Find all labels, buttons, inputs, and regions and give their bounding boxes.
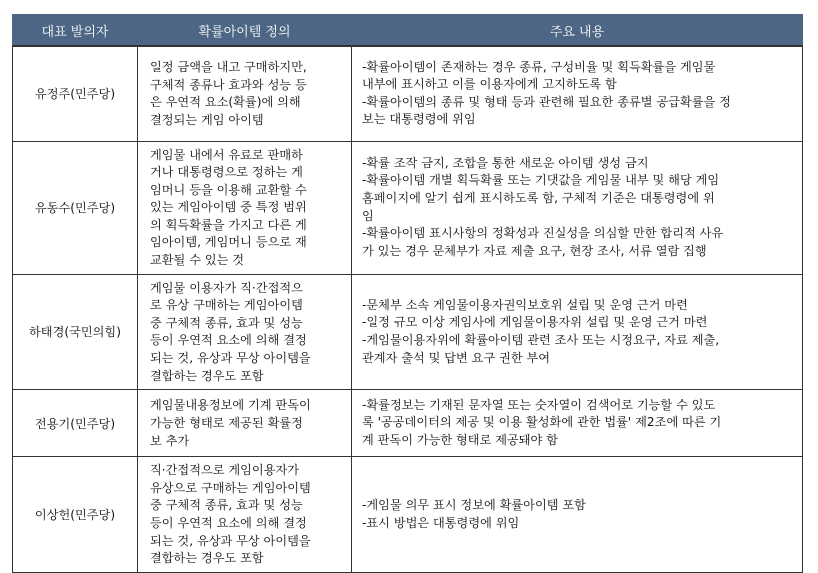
header-definition: 확률아이템 정의 — [138, 15, 352, 47]
content-line: 관계자 출석 및 답변 요구 권한 부여 — [362, 350, 551, 365]
definition-line: 일정 금액을 내고 구매하지만, — [150, 60, 307, 75]
definition-line: 게임물내용정보에 기계 판독이 — [150, 398, 311, 413]
table-row — [13, 46, 803, 141]
content-line: 홈페이지에 알기 쉽게 표시하도록 함, 구체적 기준은 대통령령에 위 — [362, 190, 715, 205]
content-cell — [352, 46, 803, 141]
table-body — [13, 46, 803, 572]
definition-line: 게임물 내에서 유료로 판매하 — [150, 147, 303, 162]
header-content: 주요 내용 — [352, 15, 803, 47]
content-line: 계 판독이 가능한 형태로 제공돼야 함 — [362, 433, 558, 448]
content-cell — [352, 457, 803, 573]
content-cell — [352, 274, 803, 390]
proposer-cell: 이상헌(민주당) — [13, 457, 138, 573]
table-row — [13, 457, 803, 573]
content-line: 록 '공공데이터의 제공 및 이용 활성화에 관한 법률' 제2조에 따른 기 — [362, 415, 722, 430]
definition-line: 구체적 종류나 효과와 성능 등 — [150, 77, 307, 92]
table-row — [13, 274, 803, 390]
definition-line: 결합하는 경우도 포함 — [150, 551, 264, 566]
bill-comparison-table — [12, 14, 803, 573]
content-line: 내부에 표시하고 이를 이용자에게 고지하도록 함 — [362, 77, 617, 92]
content-line: -문체부 소속 게임물이용자권익보호위 설립 및 운영 근거 마련 — [362, 297, 688, 312]
header-row — [13, 15, 803, 47]
table-row — [13, 141, 803, 274]
table-header — [13, 15, 803, 47]
content-line: -확률아이템 개별 획득확률 또는 기댓값을 게임물 내부 및 해당 게임 — [362, 173, 720, 188]
proposer-cell: 하태경(국민의힘) — [13, 274, 138, 390]
definition-line: 중 구체적 종류, 효과 및 성능 — [150, 498, 303, 513]
content-cell — [352, 390, 803, 457]
proposer-cell: 유동수(민주당) — [13, 141, 138, 274]
definition-line: 임머니 등을 이용해 교환할 수 — [150, 182, 307, 197]
definition-line: 은 우연적 요소(확률)에 의해 — [150, 95, 301, 110]
content-line: 보는 대통령령에 위임 — [362, 112, 476, 127]
definition-line: 되는 것, 유상과 무상 아이템을 — [150, 533, 311, 548]
definition-line: 중 구체적 종류, 효과 및 성능 — [150, 315, 303, 330]
definition-line: 게임물 이용자가 직·간접적으 — [150, 280, 303, 295]
proposer-cell: 유정주(민주당) — [13, 46, 138, 141]
definition-line: 임아이템, 게임머니 등으로 재 — [150, 235, 307, 250]
definition-cell — [138, 46, 352, 141]
definition-line: 유상으로 구매하는 게임아이템 — [150, 480, 311, 495]
definition-line: 로 유상 구매하는 게임아이템 — [150, 298, 303, 313]
content-line: -일정 규모 이상 게임사에 게임물이용자위 설립 및 운영 근거 마련 — [362, 315, 708, 330]
content-line: -확률아이템 표시사항의 정확성과 진실성을 의심할 만한 합리적 사유 — [362, 226, 724, 241]
content-line: -확률정보는 기재된 문자열 또는 숫자열이 검색어로 기능할 수 있도 — [362, 397, 716, 412]
content-line: 임 — [362, 208, 374, 223]
definition-line: 교환될 수 있는 것 — [150, 253, 245, 268]
content-line: -확률아이템의 종류 및 형태 등과 관련해 필요한 종류별 공급확률을 정 — [362, 94, 731, 109]
content-line: -확률아이템이 존재하는 경우 종류, 구성비율 및 획득확률을 게임물 — [362, 59, 716, 74]
definition-cell — [138, 274, 352, 390]
definition-cell — [138, 457, 352, 573]
proposer-cell: 전용기(민주당) — [13, 390, 138, 457]
definition-line: 거나 대통령령으로 정하는 게 — [150, 165, 303, 180]
content-line: -표시 방법은 대통령령에 위임 — [362, 515, 520, 530]
definition-line: 등이 우연적 요소에 의해 결정 — [150, 516, 307, 530]
definition-line: 보 추가 — [150, 433, 190, 448]
definition-line: 결합하는 경우도 포함 — [150, 368, 264, 383]
definition-line: 가능한 형태로 제공된 확률정 — [150, 415, 303, 430]
definition-line: 되는 것, 유상과 무상 아이템을 — [150, 351, 311, 366]
definition-cell — [138, 390, 352, 457]
bill-comparison-table-wrapper — [12, 14, 803, 573]
table-row — [13, 390, 803, 457]
definition-cell — [138, 141, 352, 274]
content-line: -게임물이용자위에 확률아이템 관련 조사 또는 시정요구, 자료 제출, — [362, 332, 720, 347]
content-line: -게임물 의무 표시 정보에 확률아이템 포함 — [362, 497, 586, 512]
content-line: -확률 조작 금지, 조합을 통한 새로운 아이템 생성 금지 — [362, 155, 649, 170]
content-cell — [352, 141, 803, 274]
content-line: 가 있는 경우 문체부가 자료 제출 요구, 현장 조사, 서류 열람 집행 — [362, 243, 707, 258]
header-proposer: 대표 발의자 — [13, 15, 138, 47]
definition-line: 의 획득확률을 가지고 다른 게 — [150, 217, 307, 232]
definition-line: 결정되는 게임 아이템 — [150, 112, 264, 127]
definition-line: 있는 게임아이템 중 특정 범위 — [150, 200, 307, 215]
definition-line: 등이 우연적 요소에 의해 결정 — [150, 333, 307, 348]
definition-line: 직·간접적으로 게임이용자가 — [150, 463, 300, 478]
